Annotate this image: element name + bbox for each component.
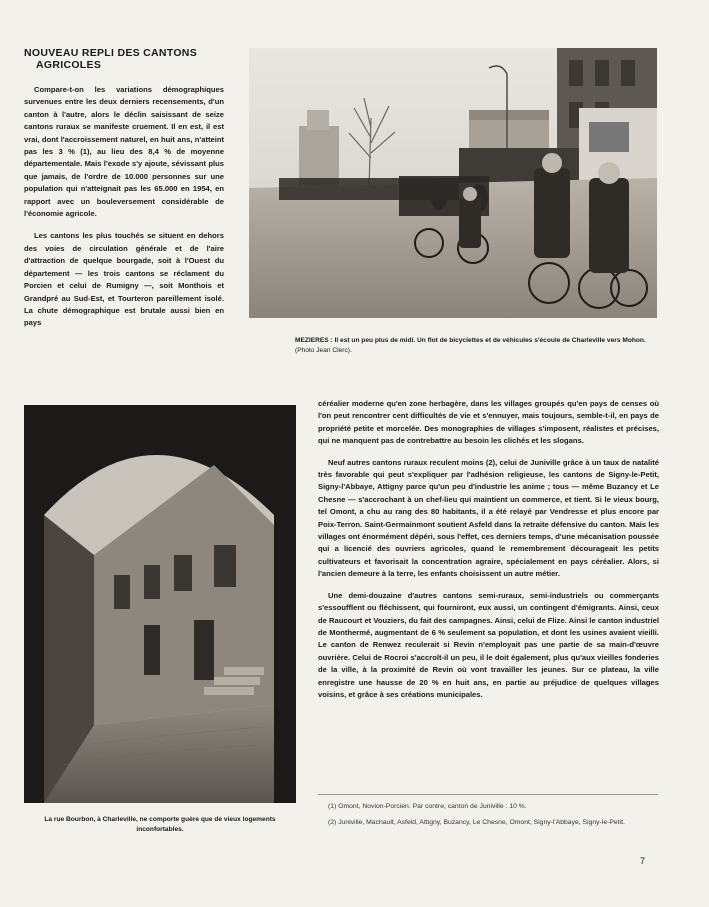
page-number: 7 [640,856,646,866]
photo-caption-mezieres [295,336,657,356]
paragraph: Une demi-douzaine d'autres cantons semi-ruraux, semi-industriels ou commerçants s'essoufflent ou fléchissent, qui fourniront, eux aussi, un contingent d'émigrants. Ainsi, ceux de Raucourt et Vouziers, du fait des campagnes. Ainsi, celui de Flize. Ainsi le canton industriel de Monthermé, augmentant de 6 % seulement sa population, et dont les usines avaient vieilli. Le canton de Renwez reculerait si Revin n'employait pas une partie de sa main-d'œuvre ouvrière. Celui de Rocroi s'accroît-il un peu, il le doit également, plus qu'aux vieilles fonderies de la ville, à la proximité de Revin où vont travailler les jeunes. Sur ce plateau, la ville enregistre une hausse de 20 % en huit ans, en partie au préjudice de quelques villages voisins, et grâce à ses créations municipales. [318,590,659,699]
footnotes [318,794,659,834]
photo-credit: (Photo Jean Clerc). [295,347,352,354]
article-title [24,47,224,71]
caption-text: MEZIERES : Il est un peu plus de midi. Un flot de bicyclettes et de véhicules s'écoule de Charleville vers Mohon. [295,337,646,344]
paragraph: Compare-t-on les variations démographiques survenues entre les deux derniers recensements, d'un canton à l'autre, alors le déclin saisissant de seize cantons ruraux se manifeste cruement. Il en est, il est vrai, dont l'accroissement naturel, en huit ans, n'atteint pas les 3 % (1), au lieu des 8,4 % de moyenne départementale. Mais l'exode s'y ajoute, sévissant plus que jamais, de l'ordre de 10.000 personnes sur une population qui n'atteignait pas les 65.000 en 1954, en rapport avec un bouleversement considérable de l'économie agricole. [24,85,224,219]
footnote: (1) Omont, Novion-Porcien. Par contre, canton de Juniville : 10 %. [328,803,527,810]
article-column-right [318,398,659,710]
footnote: (2) Juniville, Machault, Asfeld, Attigny, Buzancy, Le Chesne, Omont, Signy-l'Abbaye, Signy-le-Petit. [328,819,625,826]
photo-mezieres-cyclists [249,48,657,318]
paragraph: Les cantons les plus touchés se situent en dehors des voies de circulation générale et de l'aire d'attraction de quelque bourgade, soit à l'Ouest du département — les trois cantons se réclament du Porcien et celui de Rumigny —, soit Monthois et Grandpré au Sud-Est, et Tourteron pareillement isolé. La chute démographique est brutale aussi bien en pays [24,231,224,328]
article-column-left [24,84,224,340]
photo-rue-bourbon [24,405,296,803]
paragraph: Neuf autres cantons ruraux reculent moins (2), celui de Juniville grâce à un taux de natalité très favorable qui peut s'expliquer par l'adhésion religieuse, les cantons de Signy-le-Petit, Signy-l'Abbaye, Attigny parce qu'un peu d'industrie les anime ; tous — même Buzancy et Le Chesne — s'accrochant à un chef-lieu qui maintient un commerce, et tient. Si le vieux bourg, tel Omont, a chu au rang des 80 habitants, il a été relayé par Vendresse et plus encore par Poix-Terron. Saint-Germainmont soutient Asfeld dans la retraite défensive du canton. Mais les villages ont énormément dépéri, sous l'effet, ces derniers temps, d'une mécanisation poussée qui a licencié des ouvriers agricoles, quand le remembrement décourageait les petits cultivateurs et favorisait la concentration agraire, spécialement en pays céréalier. Alors, si l'ancien demeure à la terre, les enfants choisissent un autre métier. [318,457,659,579]
title-line-2: AGRICOLES [36,59,102,71]
title-line-1: NOUVEAU REPLI DES CANTONS [24,47,197,59]
footnote-divider [318,794,658,795]
photo-caption-rue-bourbon: La rue Bourbon, à Charleville, ne comporte guère que de vieux logements inconfortables. [44,816,276,833]
paragraph: céréalier moderne qu'en zone herbagère, dans les villages groupés qu'en pays de censes où l'on peut rencontrer cent difficultés de vie et s'ennuyer, mais toujours, semble-t-il, en pays de propriété petite et morcelée. Des monographies de villages s'imposent, réalistes et précises, qui ne manquent pas de contrebattre au besoin les clichés et les slogans. [318,399,659,446]
